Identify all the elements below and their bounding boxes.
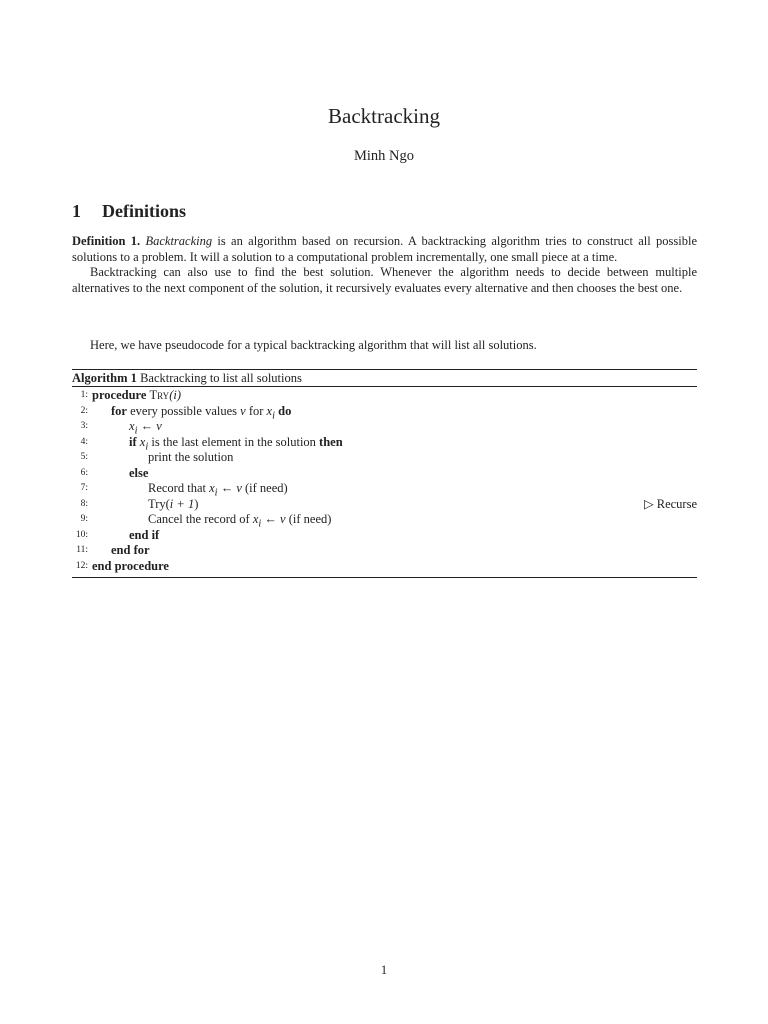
procedure-arg: (i) — [169, 388, 181, 402]
sub-i: i — [134, 425, 138, 437]
var-x: x — [139, 434, 146, 449]
line-number: 8: — [80, 498, 88, 509]
assign-arrow: ← — [137, 419, 157, 433]
var-x: x — [252, 512, 259, 526]
text-try-call: Try( — [148, 496, 170, 511]
algorithm-box — [72, 369, 697, 578]
text-if-need: (if need) — [241, 481, 288, 495]
sub-i: i — [214, 487, 218, 499]
line-number: 4: — [80, 436, 88, 447]
sub-i: i — [272, 410, 275, 421]
paper-author: Minh Ngo — [353, 148, 415, 164]
algo-line — [72, 388, 697, 404]
algorithm-caption — [72, 370, 697, 386]
algo-line — [72, 435, 697, 451]
keyword-if: if — [129, 434, 137, 449]
text-close-paren: ) — [194, 496, 199, 511]
keyword-end-if: end if — [129, 527, 160, 542]
algorithm-caption-text: Backtracking to list all solutions — [140, 371, 302, 385]
text-every-possible: every possible values — [126, 403, 241, 418]
algo-line — [72, 512, 697, 528]
var-v: v — [240, 403, 246, 418]
text-record-that: Record that — [148, 481, 210, 495]
var-x: x — [266, 403, 273, 418]
line-content: print the solution — [148, 450, 234, 464]
algo-line — [72, 497, 697, 513]
var-v: v — [280, 512, 286, 526]
line-number: 12: — [75, 560, 88, 571]
definition-term: Backtracking — [145, 234, 213, 248]
algo-line — [72, 419, 697, 435]
algorithm-label: Algorithm 1 — [72, 371, 137, 385]
definition-text: is an algorithm based on recursion. A backtracking algorithm tries to construct all possible solutions to a problem. It will a solution to a computational problem incrementally, one small piece at a time. — [72, 234, 697, 264]
section-title: Definitions — [102, 201, 187, 221]
line-number: 1: — [80, 390, 88, 400]
algo-line — [72, 528, 697, 544]
assign-arrow: ← — [217, 481, 237, 495]
var-v: v — [156, 419, 162, 433]
procedure-name: Try — [149, 388, 170, 402]
sub-i: i — [258, 518, 262, 530]
var-v: v — [236, 481, 242, 495]
text-if-need: (if need) — [285, 512, 332, 526]
definition-paragraph — [72, 234, 697, 265]
keyword-procedure: procedure — [92, 388, 147, 402]
paper-title: Backtracking — [328, 104, 440, 128]
paragraph-best-solution: Backtracking can also use to find the best solution. Whenever the algorithm needs to decide between multiple alternatives to the next component of the solution, it recursively evaluates every alternative and then chooses the best one. — [72, 265, 697, 295]
algo-line — [72, 404, 697, 420]
section-number: 1 — [72, 201, 81, 221]
line-number: 9: — [80, 514, 88, 524]
algo-line — [72, 543, 697, 559]
assign-arrow: ← — [261, 512, 281, 526]
keyword-do: do — [275, 403, 292, 418]
line-number: 2: — [80, 405, 88, 416]
line-number: 3: — [80, 421, 88, 431]
var-x: x — [209, 481, 215, 495]
keyword-then: then — [319, 434, 343, 449]
algo-line — [72, 450, 697, 466]
page-number: 1 — [380, 963, 388, 977]
line-number: 5: — [80, 452, 88, 462]
algo-line — [72, 559, 697, 575]
keyword-else: else — [129, 465, 149, 480]
algorithm-lines — [72, 387, 697, 577]
paragraph-pseudocode-intro: Here, we have pseudocode for a typical backtracking algorithm that will list all solutions. — [90, 338, 537, 352]
text-is-last: is the last element in the solution — [148, 434, 320, 449]
line-number: 6: — [80, 467, 88, 478]
expr-i-plus-one: i + 1 — [169, 496, 195, 511]
line-number: 7: — [80, 483, 88, 493]
section-heading — [72, 201, 186, 222]
algo-line — [72, 481, 697, 497]
line-number: 10: — [75, 529, 88, 540]
keyword-end-procedure: end procedure — [92, 558, 169, 573]
line-content — [92, 497, 198, 513]
text-cancel-record: Cancel the record of — [148, 512, 253, 526]
definition-label: Definition 1. — [72, 234, 141, 248]
line-number: 11: — [76, 545, 88, 555]
line-content — [92, 388, 181, 404]
text-for: for — [245, 403, 267, 418]
var-x: x — [129, 419, 135, 433]
keyword-end-for: end for — [111, 543, 150, 557]
algorithm-bottom-rule — [72, 577, 697, 578]
recurse-comment: ▷ Recurse — [644, 496, 697, 511]
definition-block — [72, 234, 697, 296]
keyword-for: for — [111, 403, 127, 418]
algo-line — [72, 466, 697, 482]
sub-i: i — [145, 441, 149, 452]
